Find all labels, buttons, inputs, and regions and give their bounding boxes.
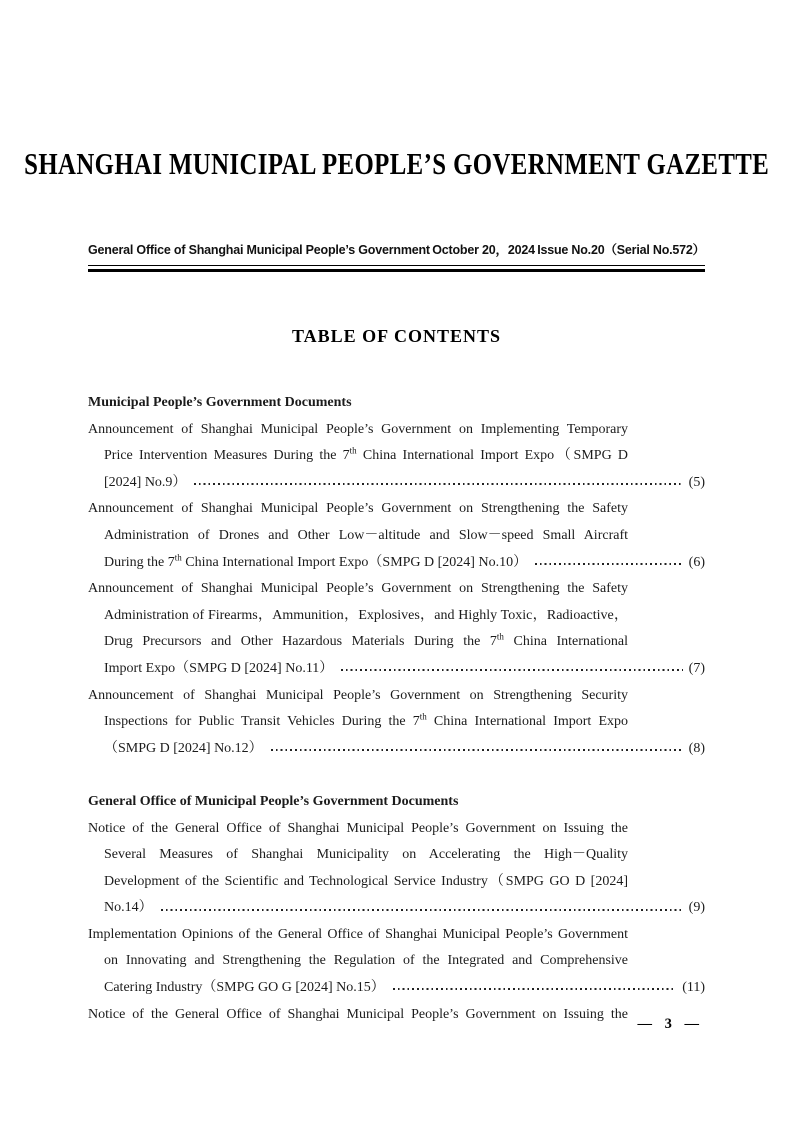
toc-entry-line: Notice of the General Office of Shanghai Municipal People’s Government on Issuing the (88, 820, 628, 836)
toc-entry-text: Import Expo（SMPG D [2024] No.11） (104, 660, 334, 676)
toc-entry-line: Administration of Drones and Other Low－altitude and Slow－speed Small Aircraft (104, 527, 628, 543)
toc-entry-last-line (88, 470, 705, 497)
section-heading-general-office-documents: General Office of Municipal People’s Government Documents (88, 793, 459, 809)
dot-leader (393, 988, 676, 990)
dot-leader (194, 483, 682, 485)
toc-entry-last-line (88, 736, 705, 763)
toc-entry-text: No.14） (104, 900, 153, 916)
dot-leader (341, 669, 682, 671)
toc-entry-text: [2024] No.9） (104, 474, 187, 490)
section-spacer (88, 762, 705, 789)
masthead-issuer: General Office of Shanghai Municipal People’s Government (88, 243, 430, 257)
toc-entry (88, 922, 705, 1002)
toc-entry-line: Announcement of Shanghai Municipal People’s Government on Strengthening Security (88, 687, 628, 703)
rule-thin-line (88, 265, 705, 266)
page-folio: — 3 — (637, 1016, 699, 1032)
masthead-rule (88, 265, 705, 272)
toc-page-number: (6) (688, 554, 705, 570)
masthead-issue-number: Issue No.20（Serial No.572） (537, 243, 705, 257)
table-of-contents (88, 390, 705, 1028)
toc-entry-line: Development of the Scientific and Technological Service Industry（SMPG GO D [2024] (104, 873, 628, 889)
toc-entry-text: （SMPG D [2024] No.12） (104, 740, 263, 756)
toc-entry-line: Announcement of Shanghai Municipal People’s Government on Strengthening the Safety (88, 501, 628, 517)
rule-thick-line (88, 269, 705, 272)
toc-entry-line: Price Intervention Measures During the 7th China International Import Expo（SMPG D (104, 445, 628, 464)
toc-entry-line: Announcement of Shanghai Municipal People’s Government on Implementing Temporary (88, 421, 628, 437)
toc-entry (88, 1002, 705, 1029)
dot-leader (161, 909, 683, 911)
toc-entry-line: Announcement of Shanghai Municipal People’s Government on Strengthening the Safety (88, 581, 628, 597)
toc-entry-text: During the 7th China International Import Expo（SMPG D [2024] No.10） (104, 551, 528, 570)
toc-entry (88, 417, 705, 497)
toc-page-number: (8) (688, 740, 705, 756)
toc-entry-last-line (88, 656, 705, 683)
toc-entry (88, 576, 705, 682)
toc-entry-line: Notice of the General Office of Shanghai Municipal People’s Government on Issuing the (88, 1006, 628, 1022)
dot-leader (535, 563, 683, 565)
toc-entry-line: Drug Precursors and Other Hazardous Materials During the 7th China International (104, 631, 628, 650)
toc-page-number: (5) (688, 474, 705, 490)
toc-entry-line: on Innovating and Strengthening the Regulation of the Integrated and Comprehensive (104, 953, 628, 969)
toc-entry-text: Catering Industry（SMPG GO G [2024] No.15） (104, 980, 385, 996)
toc-entry-last-line (88, 895, 705, 922)
toc-page-number: (11) (682, 980, 705, 996)
toc-page-number: (9) (688, 900, 705, 916)
masthead-title-row (0, 146, 793, 182)
masthead-date: October 20，2024 (432, 243, 535, 257)
section-heading-municipal-documents: Municipal People’s Government Documents (88, 395, 352, 410)
toc-entry-last-line (88, 975, 705, 1002)
toc-entry (88, 496, 705, 576)
masthead-info-row (88, 240, 705, 258)
toc-entry-line: Implementation Opinions of the General Office of Shanghai Municipal People’s Government (88, 926, 628, 942)
toc-entry-line: Administration of Firearms，Ammunition，Explosives，and Highly Toxic，Radioactive， (104, 607, 628, 623)
page-title: SHANGHAI MUNICIPAL PEOPLE’S GOVERNMENT GAZETTE (23, 146, 770, 181)
toc-page-number: (7) (688, 660, 705, 676)
toc-entry-line: Several Measures of Shanghai Municipality on Accelerating the High－Quality (104, 847, 628, 863)
toc-entry-last-line (88, 550, 705, 577)
toc-heading: TABLE OF CONTENTS (291, 326, 502, 346)
toc-entry (88, 683, 705, 763)
toc-entry-line: Inspections for Public Transit Vehicles During the 7th China International Import Expo (104, 711, 628, 730)
dot-leader (271, 749, 683, 751)
toc-entry (88, 816, 705, 922)
